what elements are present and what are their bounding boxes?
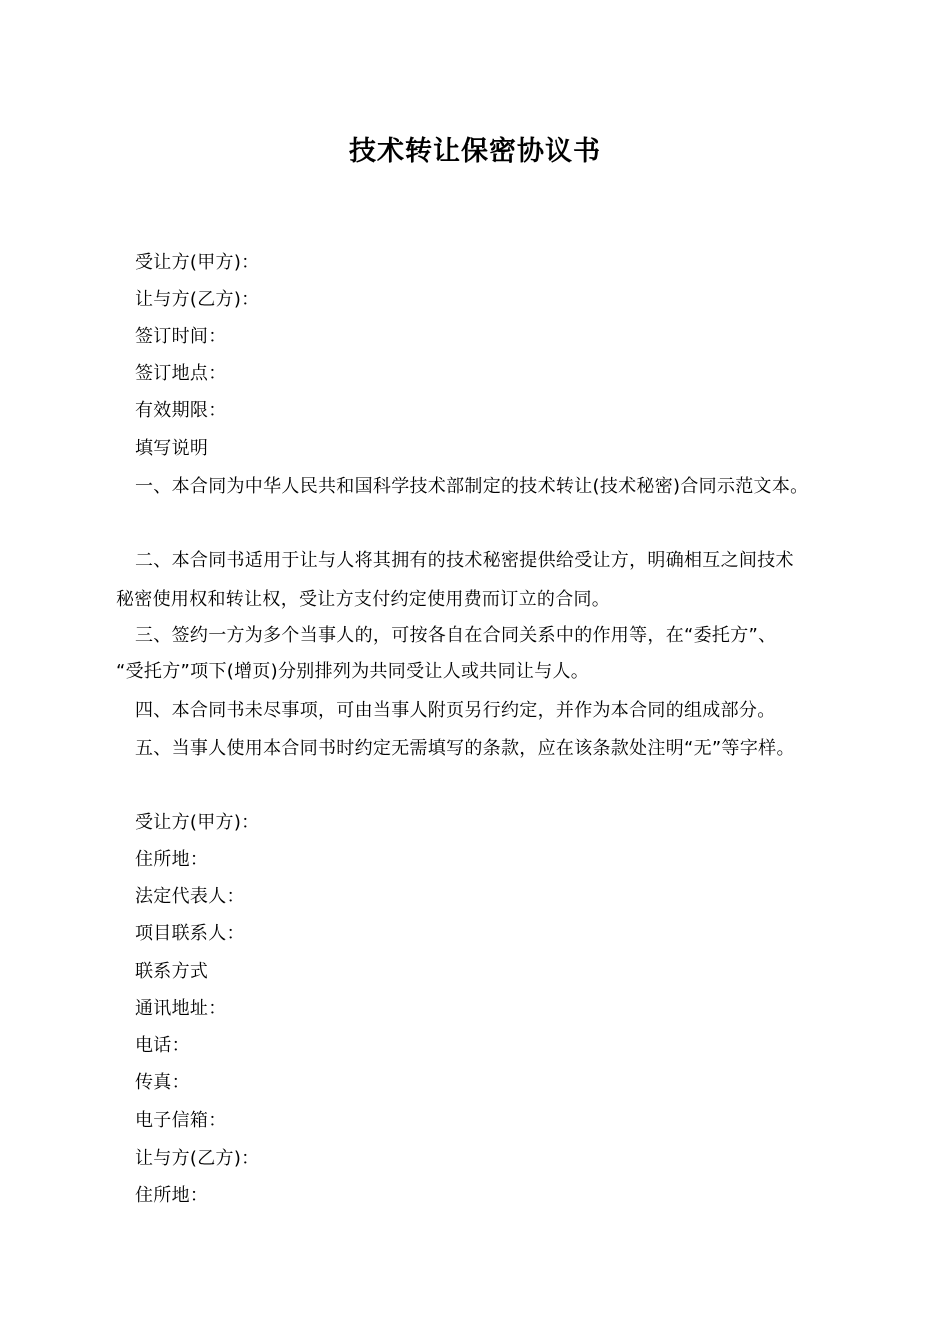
instruction-item-4: 四、本合同书未尽事项，可由当事人附页另行约定，并作为本合同的组成部分。 [135,700,776,721]
field-validity-period: 有效期限： [135,400,227,421]
field-transferee: 受让方(甲方)： [135,252,260,273]
instruction-item-3-line-2: “受托方”项下(增页)分别排列为共同受让人或共同让与人。 [116,661,590,682]
instructions-heading: 填写说明 [135,438,209,459]
instruction-item-1: 一、本合同为中华人民共和国科学技术部制定的技术转让(技术秘密)合同示范文本。 [135,476,809,497]
party-contact-method: 联系方式 [135,961,209,982]
party-project-contact: 项目联系人： [135,923,245,944]
party-phone: 电话： [135,1035,190,1056]
party-transferor: 让与方(乙方)： [135,1148,260,1169]
party-email: 电子信箱： [135,1110,227,1131]
field-signing-time: 签订时间： [135,326,227,347]
field-transferor: 让与方(乙方)： [135,289,260,310]
instruction-item-5: 五、当事人使用本合同书时约定无需填写的条款，应在该条款处注明“无”等字样。 [135,738,795,759]
party-transferee-address: 住所地： [135,849,209,870]
instruction-item-3-line-1: 三、签约一方为多个当事人的，可按各自在合同关系中的作用等，在“委托方”、 [135,625,777,646]
party-fax: 传真： [135,1072,190,1093]
party-transferor-address: 住所地： [135,1185,209,1206]
instruction-item-2-line-1: 二、本合同书适用于让与人将其拥有的技术秘密提供给受让方，明确相互之间技术 [135,550,794,571]
party-legal-representative: 法定代表人： [135,886,245,907]
instruction-item-2-line-2: 秘密使用权和转让权，受让方支付约定使用费而订立的合同。 [116,589,611,610]
field-signing-place: 签订地点： [135,363,227,384]
party-mailing-address: 通讯地址： [135,998,227,1019]
party-transferee: 受让方(甲方)： [135,812,260,833]
document-title: 技术转让保密协议书 [349,136,601,167]
